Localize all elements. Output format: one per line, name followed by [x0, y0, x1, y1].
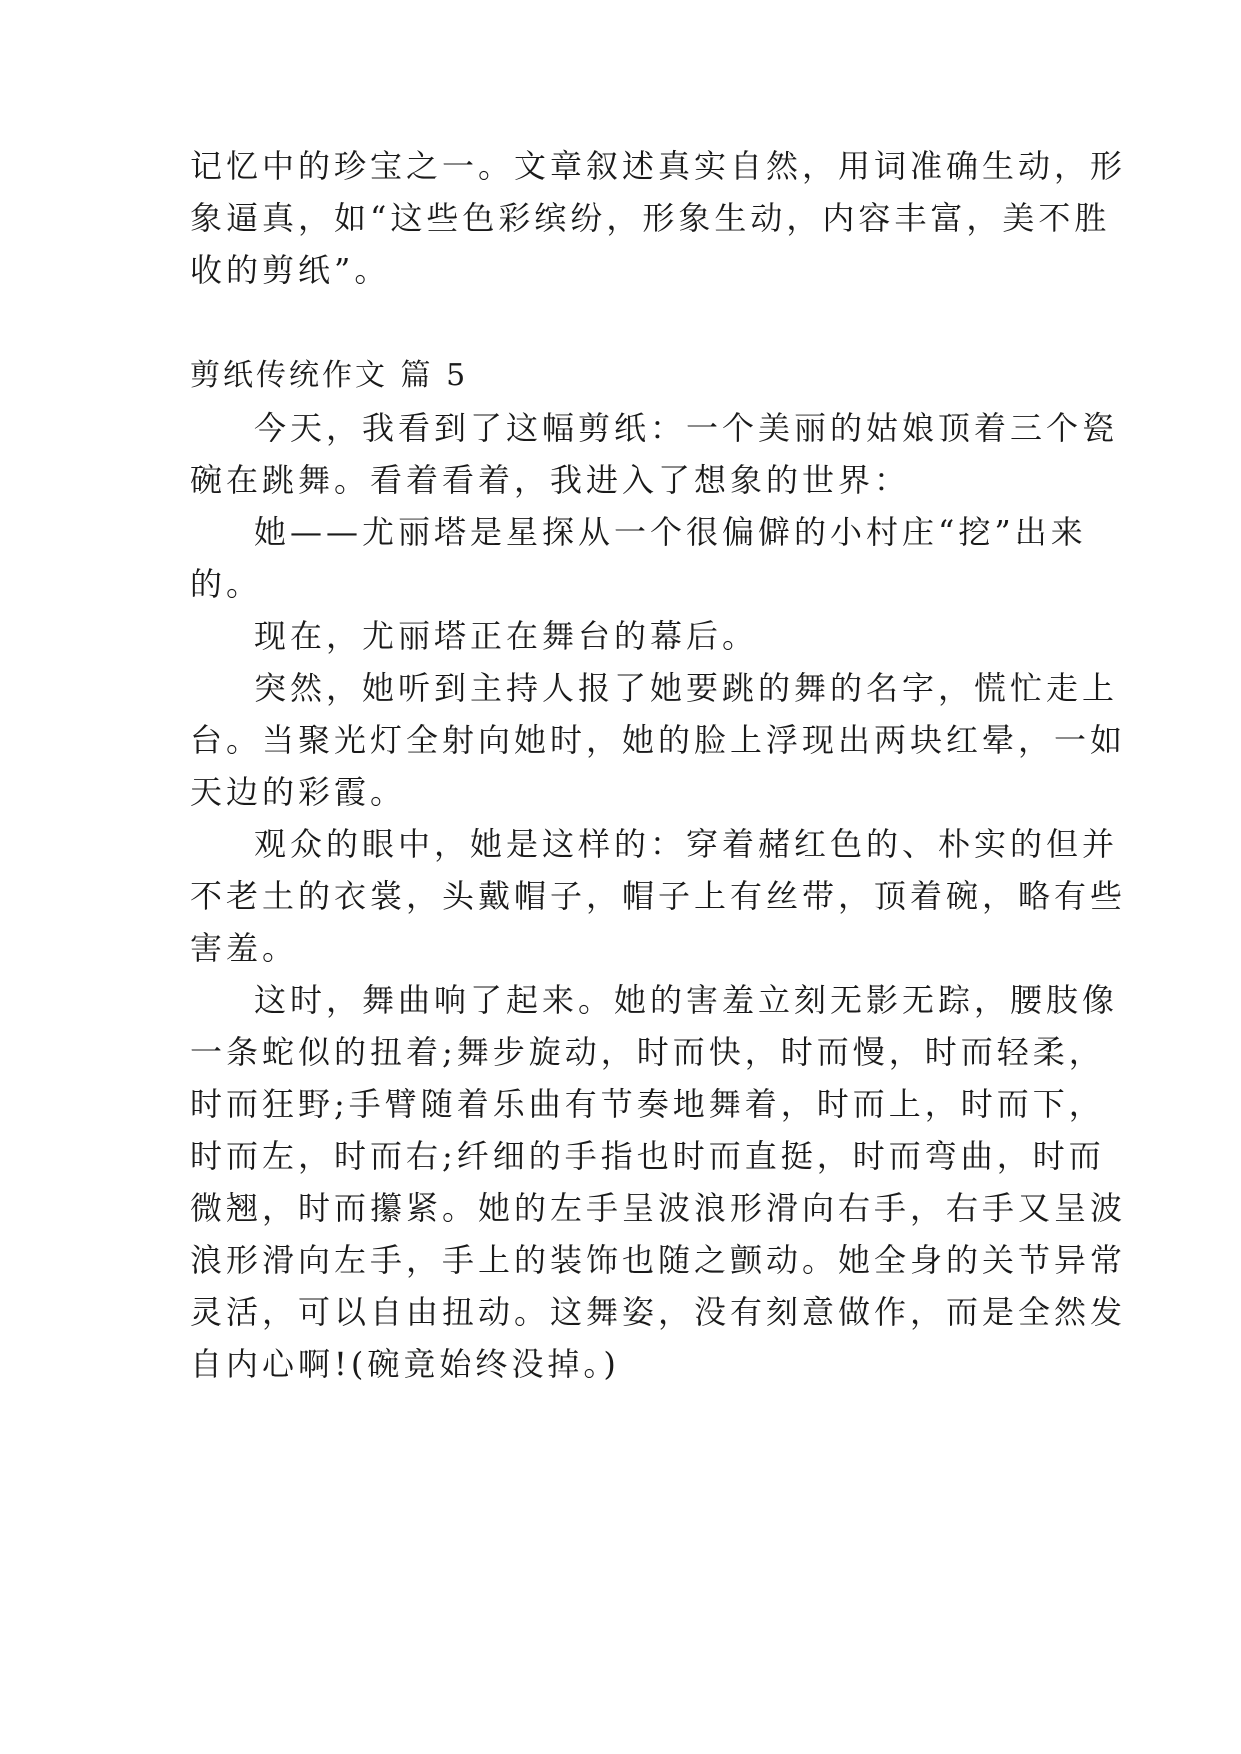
text-line: 一条蛇似的扭着;舞步旋动，时而快，时而慢，时而轻柔，	[190, 1033, 1105, 1071]
text-line: 害羞。	[190, 929, 299, 967]
text-line: 时而左，时而右;纤细的手指也时而直挺，时而弯曲，时而	[190, 1137, 1105, 1175]
text-line: 不老土的衣裳，头戴帽子，帽子上有丝带，顶着碗，略有些	[190, 877, 1127, 915]
text-line: 现在，尤丽塔正在舞台的幕后。	[254, 617, 759, 655]
text-line: 碗在跳舞。看着看着，我进入了想象的世界：	[190, 461, 911, 499]
text-line: 的。	[190, 565, 263, 603]
text-line: 灵活，可以自由扭动。这舞姿，没有刻意做作，而是全然发	[190, 1293, 1127, 1331]
text-line: 自内心啊!(碗竟始终没掉。)	[190, 1345, 620, 1383]
text-line: 记忆中的珍宝之一。文章叙述真实自然，用词准确生动，形	[190, 147, 1127, 185]
text-line: 今天，我看到了这幅剪纸：一个美丽的姑娘顶着三个瓷	[254, 409, 1119, 447]
text-line: 收的剪纸”。	[190, 251, 391, 289]
text-line: 天边的彩霞。	[190, 773, 407, 811]
text-line: 这时，舞曲响了起来。她的害羞立刻无影无踪，腰肢像	[254, 981, 1119, 1019]
section-heading: 剪纸传统作文 篇 5	[190, 358, 469, 393]
text-line: 台。当聚光灯全射向她时，她的脸上浮现出两块红晕，一如	[190, 721, 1127, 759]
text-line: 浪形滑向左手，手上的装饰也随之颤动。她全身的关节异常	[190, 1241, 1127, 1279]
text-line: 时而狂野;手臂随着乐曲有节奏地舞着，时而上，时而下，	[190, 1085, 1105, 1123]
text-line: 象逼真，如“这些色彩缤纷，形象生动，内容丰富，美不胜	[190, 199, 1111, 237]
text-line: 观众的眼中，她是这样的：穿着赭红色的、朴实的但并	[254, 825, 1119, 863]
text-line: 突然，她听到主持人报了她要跳的舞的名字，慌忙走上	[254, 669, 1119, 707]
text-line: 她——尤丽塔是星探从一个很偏僻的小村庄“挖”出来	[254, 513, 1087, 551]
text-line: 微翘，时而攥紧。她的左手呈波浪形滑向右手，右手又呈波	[190, 1189, 1127, 1227]
